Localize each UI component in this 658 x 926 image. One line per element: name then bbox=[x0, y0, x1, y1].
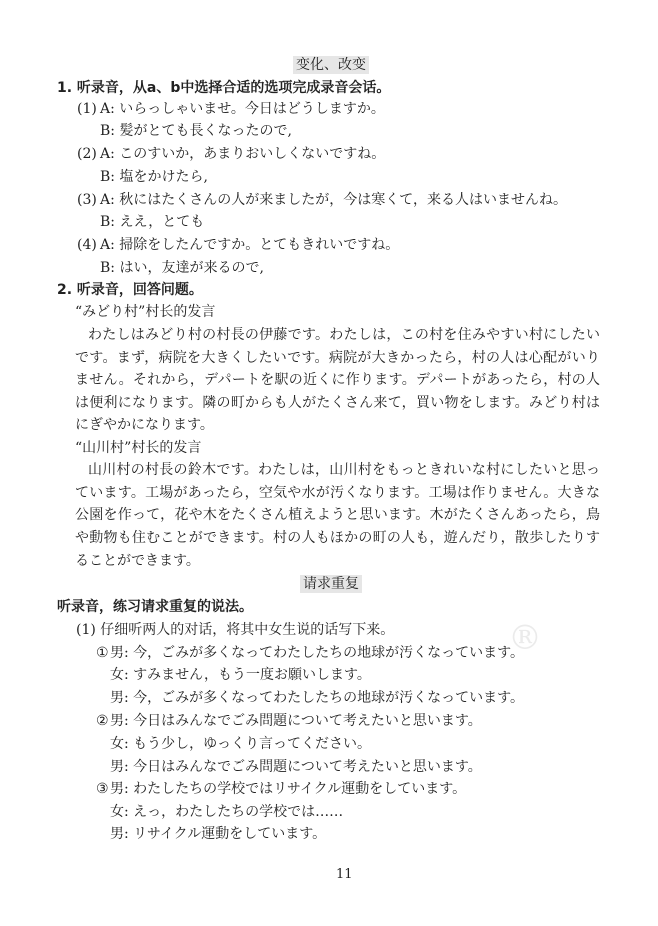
dialog-number: ② bbox=[96, 713, 109, 729]
line-a: A: 掃除をしたんですか。とてもきれいですね。 bbox=[100, 237, 400, 253]
question-2-heading: 2. 听录音，回答问题。 bbox=[57, 282, 203, 298]
page-number: 11 bbox=[336, 867, 353, 882]
line-b: B: はい，友達が来るので, bbox=[100, 260, 264, 276]
paragraph-line: は便利になります。隣の町からも人がたくさん来て，買い物をします。みどり村は bbox=[75, 395, 600, 411]
watermark: ® bbox=[508, 618, 542, 658]
line-b: B: ええ，とても bbox=[100, 214, 205, 230]
dialog-number: ① bbox=[96, 645, 109, 661]
dialog-line: 男: わたしたちの学校ではリサイクル運動をしています。 bbox=[110, 781, 467, 797]
paragraph-line: ません。それから，デパートを駅の近くに作ります。デパートがあったら，村の人 bbox=[75, 372, 600, 388]
paragraph-line: 山川村の村長の鈴木です。わたしは，山川村をもっときれいな村にしたいと思っ bbox=[88, 462, 600, 478]
paragraph-line: にぎやかになります。 bbox=[75, 417, 214, 433]
item-number: (1) bbox=[77, 101, 97, 117]
paragraph-line: や動物も住むことができます。村の人もほかの町の人も，遊んだり，散歩したりす bbox=[75, 530, 600, 546]
question-1-heading: 1. 听录音，从a、b中选择合适的选项完成录音会话。 bbox=[57, 80, 391, 96]
section-title-change: 变化、改变 bbox=[293, 56, 369, 74]
dialog-line: 男: 今，ごみが多くなってわたしたちの地球が汚くなっています。 bbox=[110, 690, 525, 706]
speech-2-title: “山川村”村长的发言 bbox=[75, 440, 202, 456]
line-b: B: 髪がとても長くなったので, bbox=[100, 123, 292, 139]
section-2-heading: 听录音，练习请求重复的说法。 bbox=[57, 599, 253, 615]
section-title-repeat-request: 请求重复 bbox=[300, 575, 362, 593]
speech-1-title: “みどり村”村长的发言 bbox=[75, 304, 216, 320]
dialog-line: 男: 今日はみんなでごみ問題について考えたいと思います。 bbox=[110, 759, 482, 775]
dialog-line: 女: すみません，もう一度お願いします。 bbox=[110, 667, 371, 683]
dialog-line: 女: えっ，わたしたちの学校では…… bbox=[110, 804, 344, 820]
line-a: A: 秋にはたくさんの人が来ましたが，今は寒くて，来る人はいませんね。 bbox=[100, 192, 567, 208]
dialog-line: 男: リサイクル運動をしています。 bbox=[110, 826, 327, 842]
line-a: A: このすいか，あまりおいしくないですね。 bbox=[100, 146, 386, 162]
dialog-line: 女: もう少し，ゆっくり言ってください。 bbox=[110, 736, 372, 752]
section-2-subheading: (1) 仔细听两人的对话，将其中女生说的话写下来。 bbox=[76, 622, 395, 638]
dialog-line: 男: 今日はみんなでごみ問題について考えたいと思います。 bbox=[110, 713, 482, 729]
paragraph-line: ています。工場があったら，空気や水が汚くなります。工場は作りません。大きな bbox=[75, 485, 600, 501]
dialog-line: 男: 今，ごみが多くなってわたしたちの地球が汚くなっています。 bbox=[110, 645, 525, 661]
paragraph-line: です。まず，病院を大きくしたいです。病院が大きかったら，村の人は心配がいり bbox=[75, 350, 600, 366]
line-a: A: いらっしゃいませ。今日はどうしますか。 bbox=[100, 101, 385, 117]
item-number: (3) bbox=[77, 192, 97, 208]
item-number: (4) bbox=[77, 237, 97, 253]
item-number: (2) bbox=[77, 146, 97, 162]
paragraph-line: 公園を作って，花や木をたくさん植えようと思います。木がたくさんあったら，鳥 bbox=[75, 507, 600, 523]
dialog-number: ③ bbox=[96, 781, 109, 797]
line-b: B: 塩をかけたら, bbox=[100, 169, 208, 185]
paragraph-line: わたしはみどり村の村長の伊藤です。わたしは，この村を住みやすい村にしたい bbox=[88, 327, 600, 343]
paragraph-line: ることができます。 bbox=[75, 553, 200, 569]
